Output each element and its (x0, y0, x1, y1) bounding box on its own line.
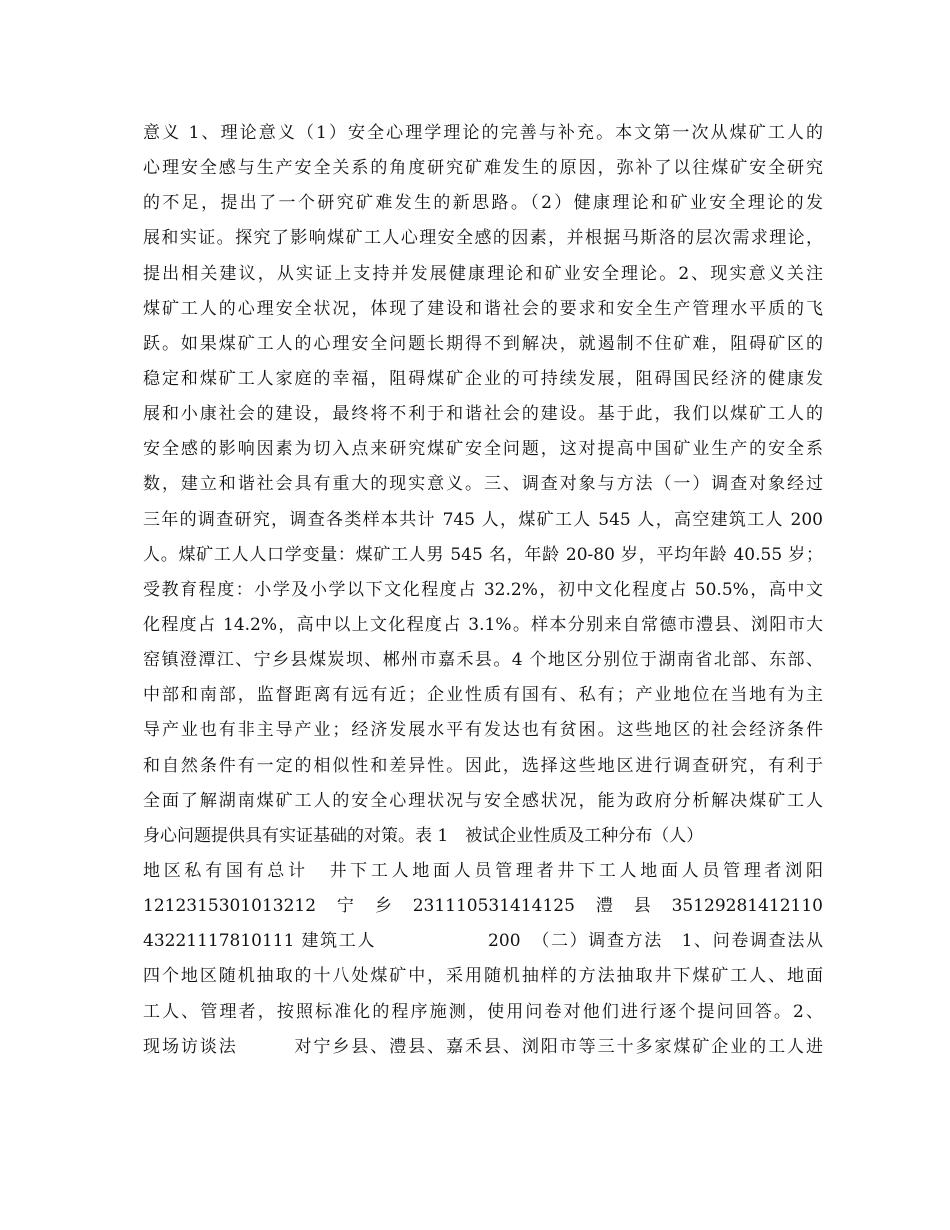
table-row-line: 地区私有国有总计 井下工人地面人员管理者井下工人地面人员管理者浏阳 (143, 860, 823, 881)
text-line: 现场访谈法 对宁乡县、澧县、嘉禾县、浏阳市等三十多家煤矿企业的工人进 (143, 1036, 823, 1057)
table-caption-line: 身心问题提供具有实证基础的对策。表 1 被试企业性质及工种分布（人） (143, 825, 704, 846)
text-line: 三年的调查研究，调查各类样本共计 745 人，煤矿工人 545 人，高空建筑工人 200 (143, 509, 823, 530)
text-line: 和自然条件有一定的相似性和差异性。因此，选择这些地区进行调查研究，有利于 (143, 755, 823, 776)
text-line: 跃。如果煤矿工人的心理安全问题长期得不到解决，就遏制不住矿难，阻碍矿区的 (143, 333, 823, 354)
text-line: 化程度占 14.2%，高中以上文化程度占 3.1%。样本分别来自常德市澧县、浏阳市大 (143, 614, 823, 635)
text-line: 的不足，提出了一个研究矿难发生的新思路。（2）健康理论和矿业安全理论的发 (143, 193, 823, 214)
table-row-line: 1212315301013212 宁 乡 231110531414125 澧 县 35129281412110 (143, 896, 823, 917)
text-line: 人。煤矿工人人口学变量：煤矿工人男 545 名，年龄 20-80 岁，平均年龄 40.55 岁； (143, 544, 823, 565)
text-line: 工人、管理者，按照标准化的程序施测，使用问卷对他们进行逐个提问回答。2、 (143, 1001, 823, 1022)
text-line: 中部和南部，监督距离有远有近；企业性质有国有、私有；产业地位在当地有为主 (143, 685, 823, 706)
body-text (143, 116, 823, 1065)
text-line: 安全感的影响因素为切入点来研究煤矿安全问题，这对提高中国矿业生产的安全系 (143, 439, 823, 460)
text-line: 四个地区随机抽取的十八处煤矿中，采用随机抽样的方法抽取井下煤矿工人、地面 (143, 966, 823, 987)
text-line: 受教育程度：小学及小学以下文化程度占 32.2%，初中文化程度占 50.5%，高中文 (143, 579, 823, 600)
text-line: 全面了解湖南煤矿工人的安全心理状况与安全感状况，能为政府分析解决煤矿工人 (143, 790, 823, 811)
text-line: 展和小康社会的建设，最终将不利于和谐社会的建设。基于此，我们以煤矿工人的 (143, 404, 823, 425)
text-line: 43221117810111 建筑工人 200 （二）调查方法 1、问卷调查法从 (143, 931, 823, 952)
text-line: 稳定和煤矿工人家庭的幸福，阻碍煤矿企业的可持续发展，阻碍国民经济的健康发 (143, 368, 823, 389)
text-line: 导产业也有非主导产业；经济发展水平有发达也有贫困。这些地区的社会经济条件 (143, 720, 823, 741)
text-line: 窑镇澄潭江、宁乡县煤炭坝、郴州市嘉禾县。4 个地区分别位于湖南省北部、东部、 (143, 650, 823, 671)
text-line: 煤矿工人的心理安全状况，体现了建设和谐社会的要求和安全生产管理水平质的飞 (143, 298, 823, 319)
text-line: 意义 1、理论意义（1）安全心理学理论的完善与补充。本文第一次从煤矿工人的 (143, 123, 823, 143)
text-line: 展和实证。探究了影响煤矿工人心理安全感的因素，并根据马斯洛的层次需求理论， (143, 228, 823, 249)
text-line: 数，建立和谐社会具有重大的现实意义。三、调查对象与方法（一）调查对象经过 (143, 474, 823, 495)
text-line: 提出相关建议，从实证上支持并发展健康理论和矿业安全理论。2、现实意义关注 (143, 263, 823, 284)
text-line: 心理安全感与生产安全关系的角度研究矿难发生的原因，弥补了以往煤矿安全研究 (143, 158, 823, 179)
